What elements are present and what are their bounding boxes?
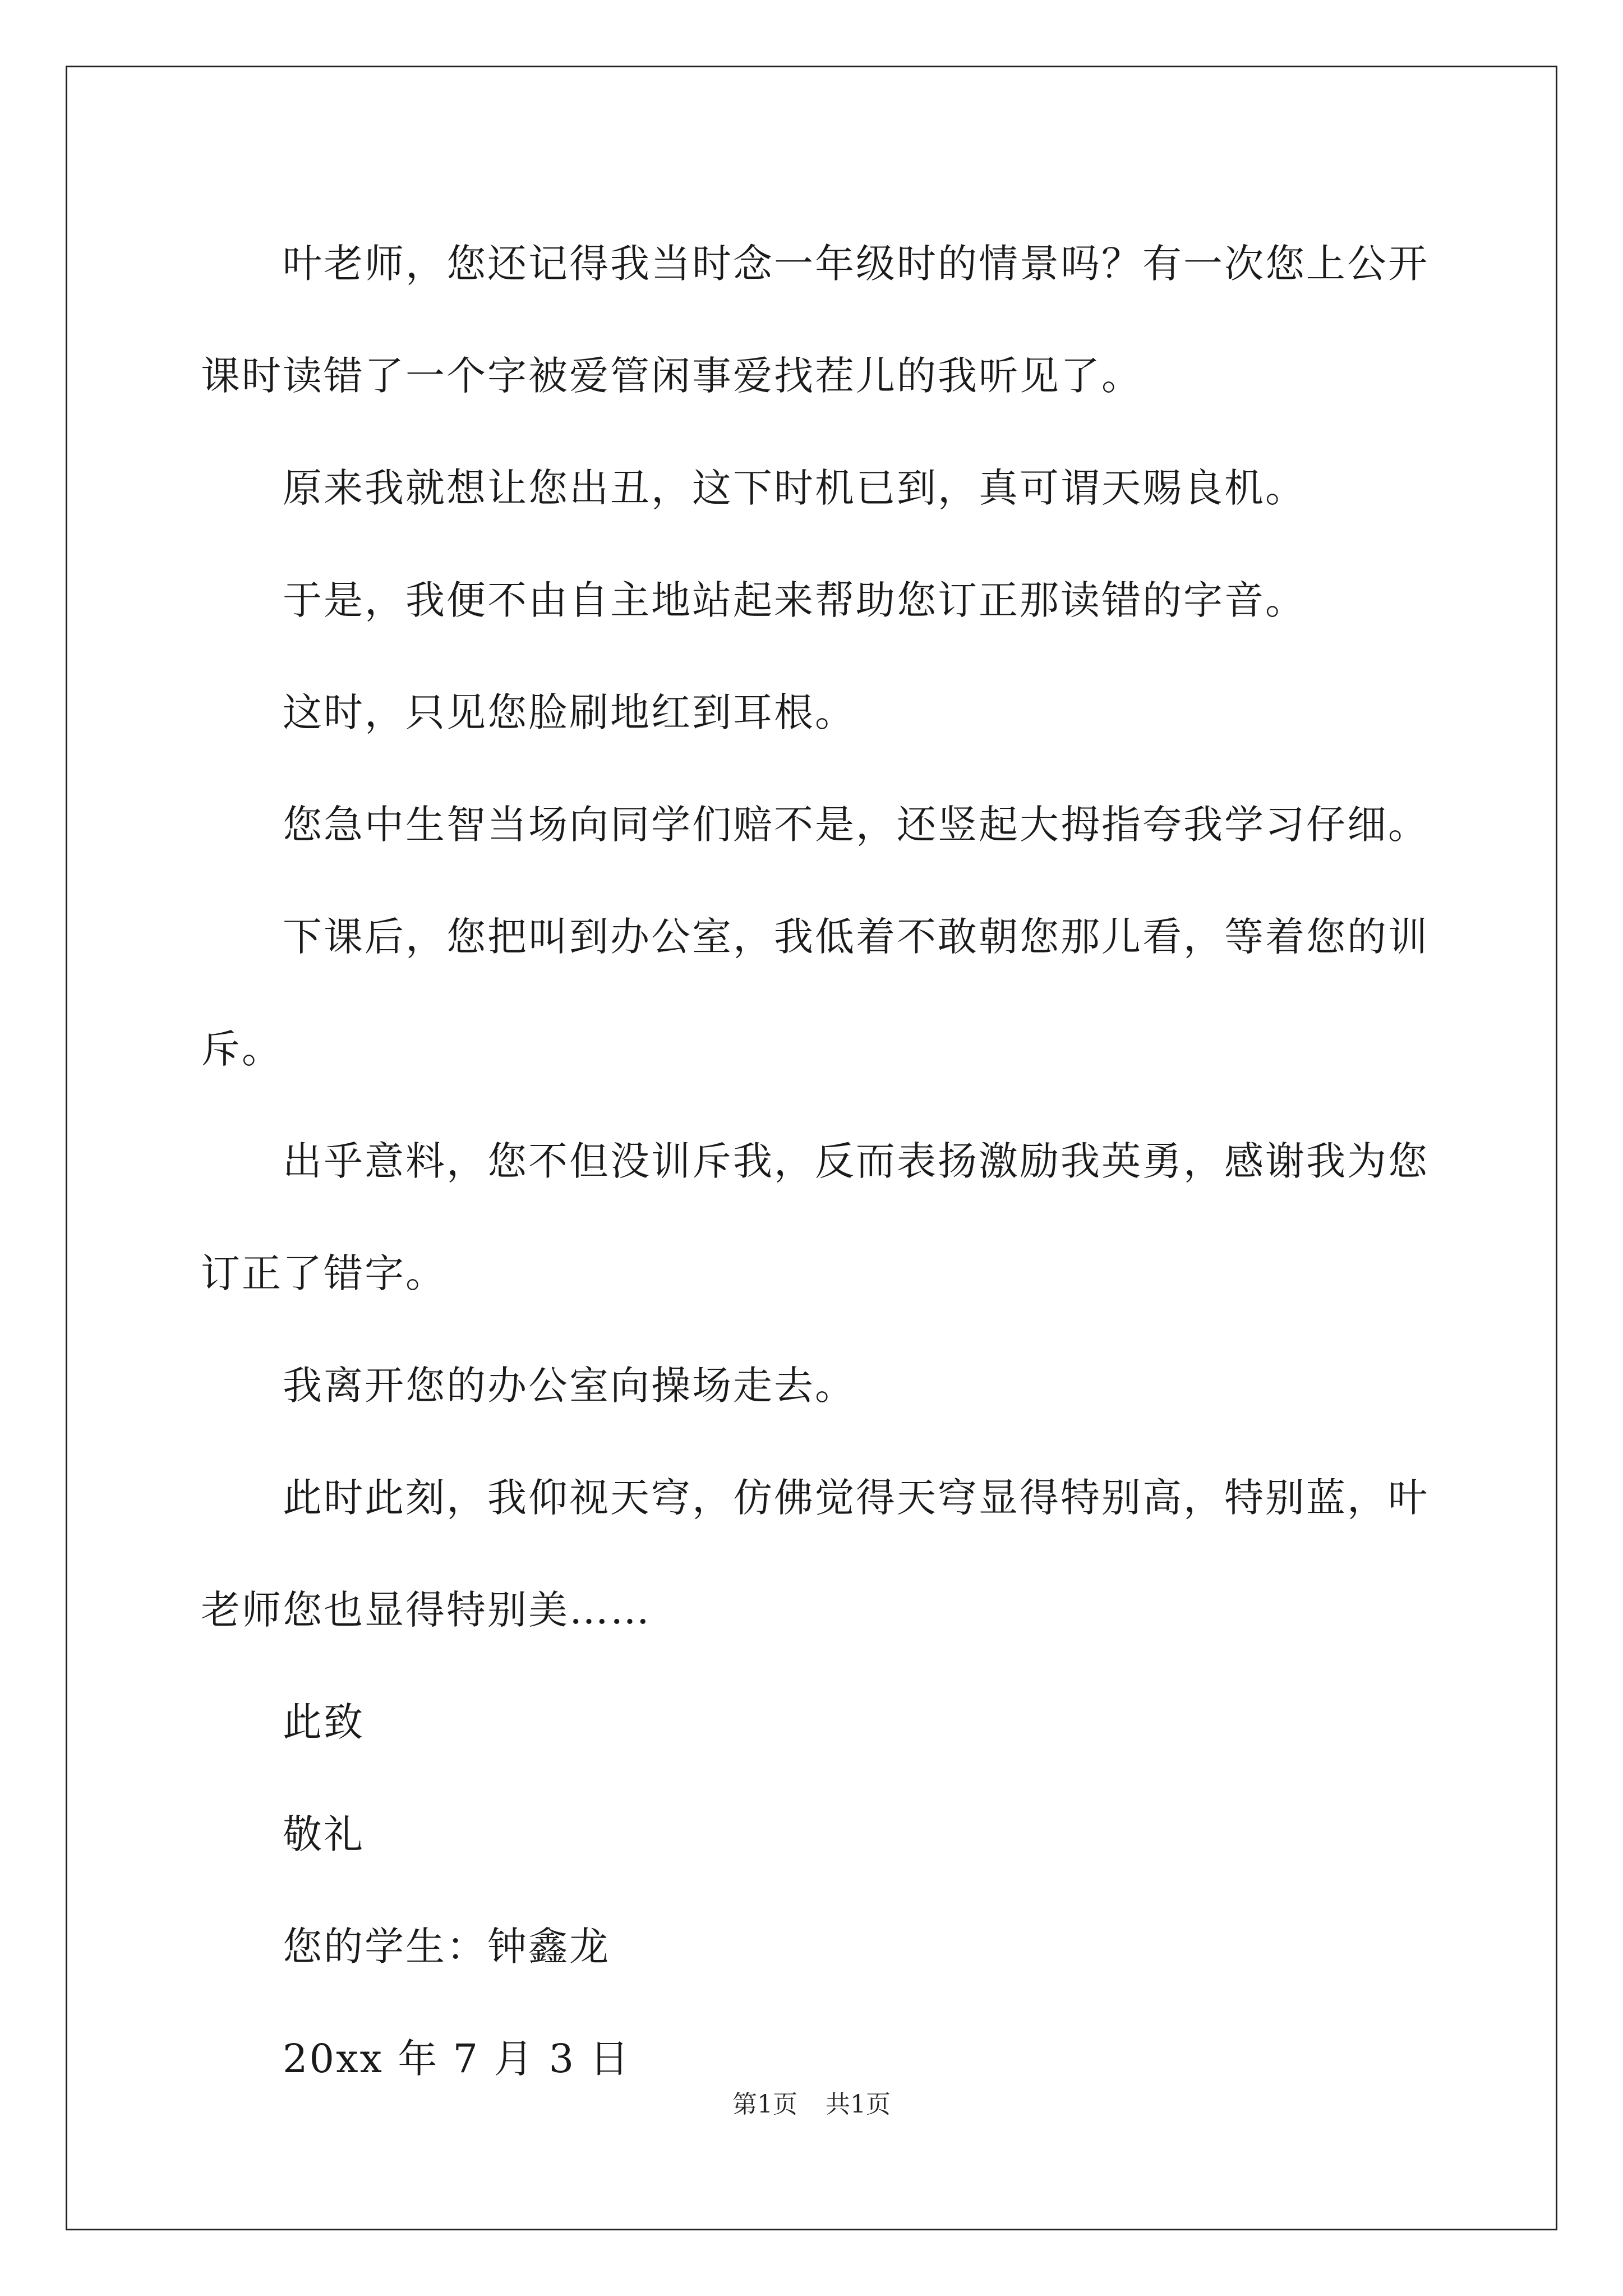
paragraph-correction: 于是，我便不由自主地站起来帮助您订正那读错的字音。: [283, 577, 1306, 623]
letter-body: [201, 208, 1429, 2115]
closing-regards: 敬礼: [283, 1811, 365, 1857]
page-footer: [0, 2088, 1623, 2122]
paragraph-playground: 我离开您的办公室向操场走去。: [283, 1363, 856, 1409]
paragraph-intention: 原来我就想让您出丑，这下时机已到，真可谓天赐良机。: [283, 465, 1306, 511]
signature: 您的学生：钟鑫龙: [283, 1924, 610, 1970]
closing-salutation: 此致: [283, 1699, 365, 1745]
paragraph-sky: 此时此刻，我仰视天穹，仿佛觉得天穹显得特别高，特别蓝，叶老师您也显得特别美……: [201, 1475, 1429, 1633]
page-total: 共1页: [826, 2090, 891, 2119]
page-number: 第1页: [732, 2090, 797, 2119]
paragraph-praise: 出乎意料，您不但没训斥我，反而表扬激励我英勇，感谢我为您订正了错字。: [201, 1138, 1429, 1296]
paragraph-blush: 这时，只见您脸刷地红到耳根。: [283, 689, 856, 735]
paragraph-memory: 叶老师，您还记得我当时念一年级时的情景吗？有一次您上公开课时读错了一个字被爱管闲事爱找茬儿的我听见了。: [201, 241, 1429, 399]
paragraph-office: 下课后，您把叫到办公室，我低着不敢朝您那儿看，等着您的训斥。: [201, 914, 1429, 1072]
paragraph-apology: 您急中生智当场向同学们赔不是，还竖起大拇指夸我学习仔细。: [283, 802, 1429, 848]
date: 20xx 年 7 月 3 日: [283, 2036, 631, 2082]
